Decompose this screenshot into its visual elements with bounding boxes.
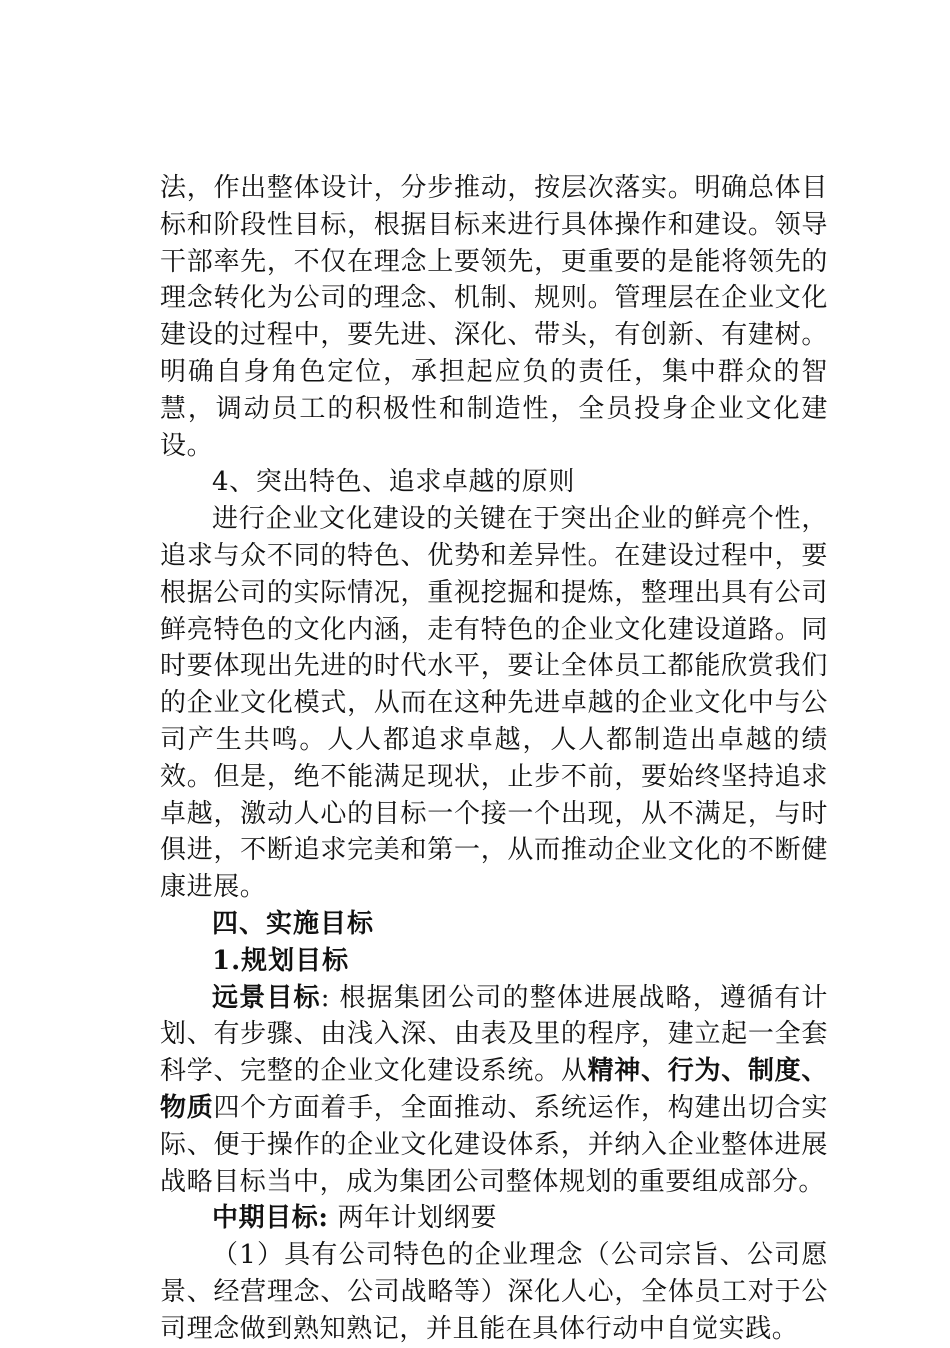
paragraph-principle-4: 进行企业文化建设的关键在于突出企业的鲜亮个性，追求与众不同的特色、优势和差异性。在建设过程中，要根据公司的实际情况，重视挖掘和提炼，整理出具有公司鲜亮特色的文化内涵，走有特色的企业文化建设道路。同时要体现出先进的时代水平，要让全体员工都能欣赏我们的企业文化模式，从而在这种先进卓越的企业文化中与公司产生共鸣。人人都追求卓越，人人都制造出卓越的绩效。但是，绝不能满足现状，止步不前，要始终坚持追求卓越，激动人心的目标一个接一个出现，从不满足，与时俱进，不断追求完美和第一，从而推动企业文化的不断健康进展。	[160, 504, 828, 903]
long-term-goal-bold-material: 物质	[160, 1092, 214, 1123]
long-term-goal-label: 远景目标	[212, 982, 321, 1013]
section-heading-implementation-goals: 四、实施目标	[212, 908, 375, 939]
mid-term-goal-label: 中期目标:	[212, 1203, 329, 1234]
mid-term-goal-text: 两年计划纲要	[328, 1203, 498, 1234]
paragraph-principle-3-continued: 法，作出整体设计，分步推动，按层次落实。明确总体目标和阶段性目标，根据目标来进行具体操作和建设。领导干部率先，不仅在理念上要领先，更重要的是能将领先的理念转化为公司的理念、机制、规则。管理层在企业文化建设的过程中，要先进、深化、带头，有创新、有建树。明确自身角色定位，承担起应负的责任，集中群众的智慧，调动员工的积极性和制造性，全员投身企业文化建设。	[160, 173, 828, 461]
long-term-goal-bold-behavior: 行为	[667, 1056, 722, 1087]
paragraph-mid-term-item-1: （1）具有公司特色的企业理念（公司宗旨、公司愿景、经营理念、公司战略等）深化人心，全体员工对于公司理念做到熟知熟记，并且能在具体行动中自觉实践。	[160, 1240, 828, 1344]
long-term-goal-colon: :	[320, 982, 331, 1013]
paragraph-mid-term-goal	[160, 1200, 828, 1237]
principle-4-title: 4、突出特色、追求卓越的原则	[212, 467, 575, 498]
long-term-goal-text-a: 根据集团公司的整体进展战略，遵循有计划、有步骤、由浅入深、由表及里的程序，建立起一全套科学、完整的企业文化建设系统。从	[160, 982, 828, 1087]
paragraph-long-term-goal	[160, 980, 828, 1201]
long-term-goal-sep-2: 、	[721, 1056, 748, 1087]
long-term-goal-sep-1: 、	[641, 1056, 668, 1087]
long-term-goal-bold-spirit: 精神	[587, 1056, 642, 1087]
long-term-goal-bold-system: 制度	[747, 1056, 802, 1087]
long-term-goal-sep-3: 、	[801, 1056, 829, 1087]
document-body	[160, 170, 828, 1348]
long-term-goal-text-b: 四个方面着手，全面推动、系统运作，构建出切合实际、便于操作的企业文化建设体系，并纳入企业整体进展战略目标当中，成为集团公司整体规划的重要组成部分。	[160, 1092, 828, 1197]
subsection-heading-planning-goals: 1.规划目标	[212, 945, 350, 976]
